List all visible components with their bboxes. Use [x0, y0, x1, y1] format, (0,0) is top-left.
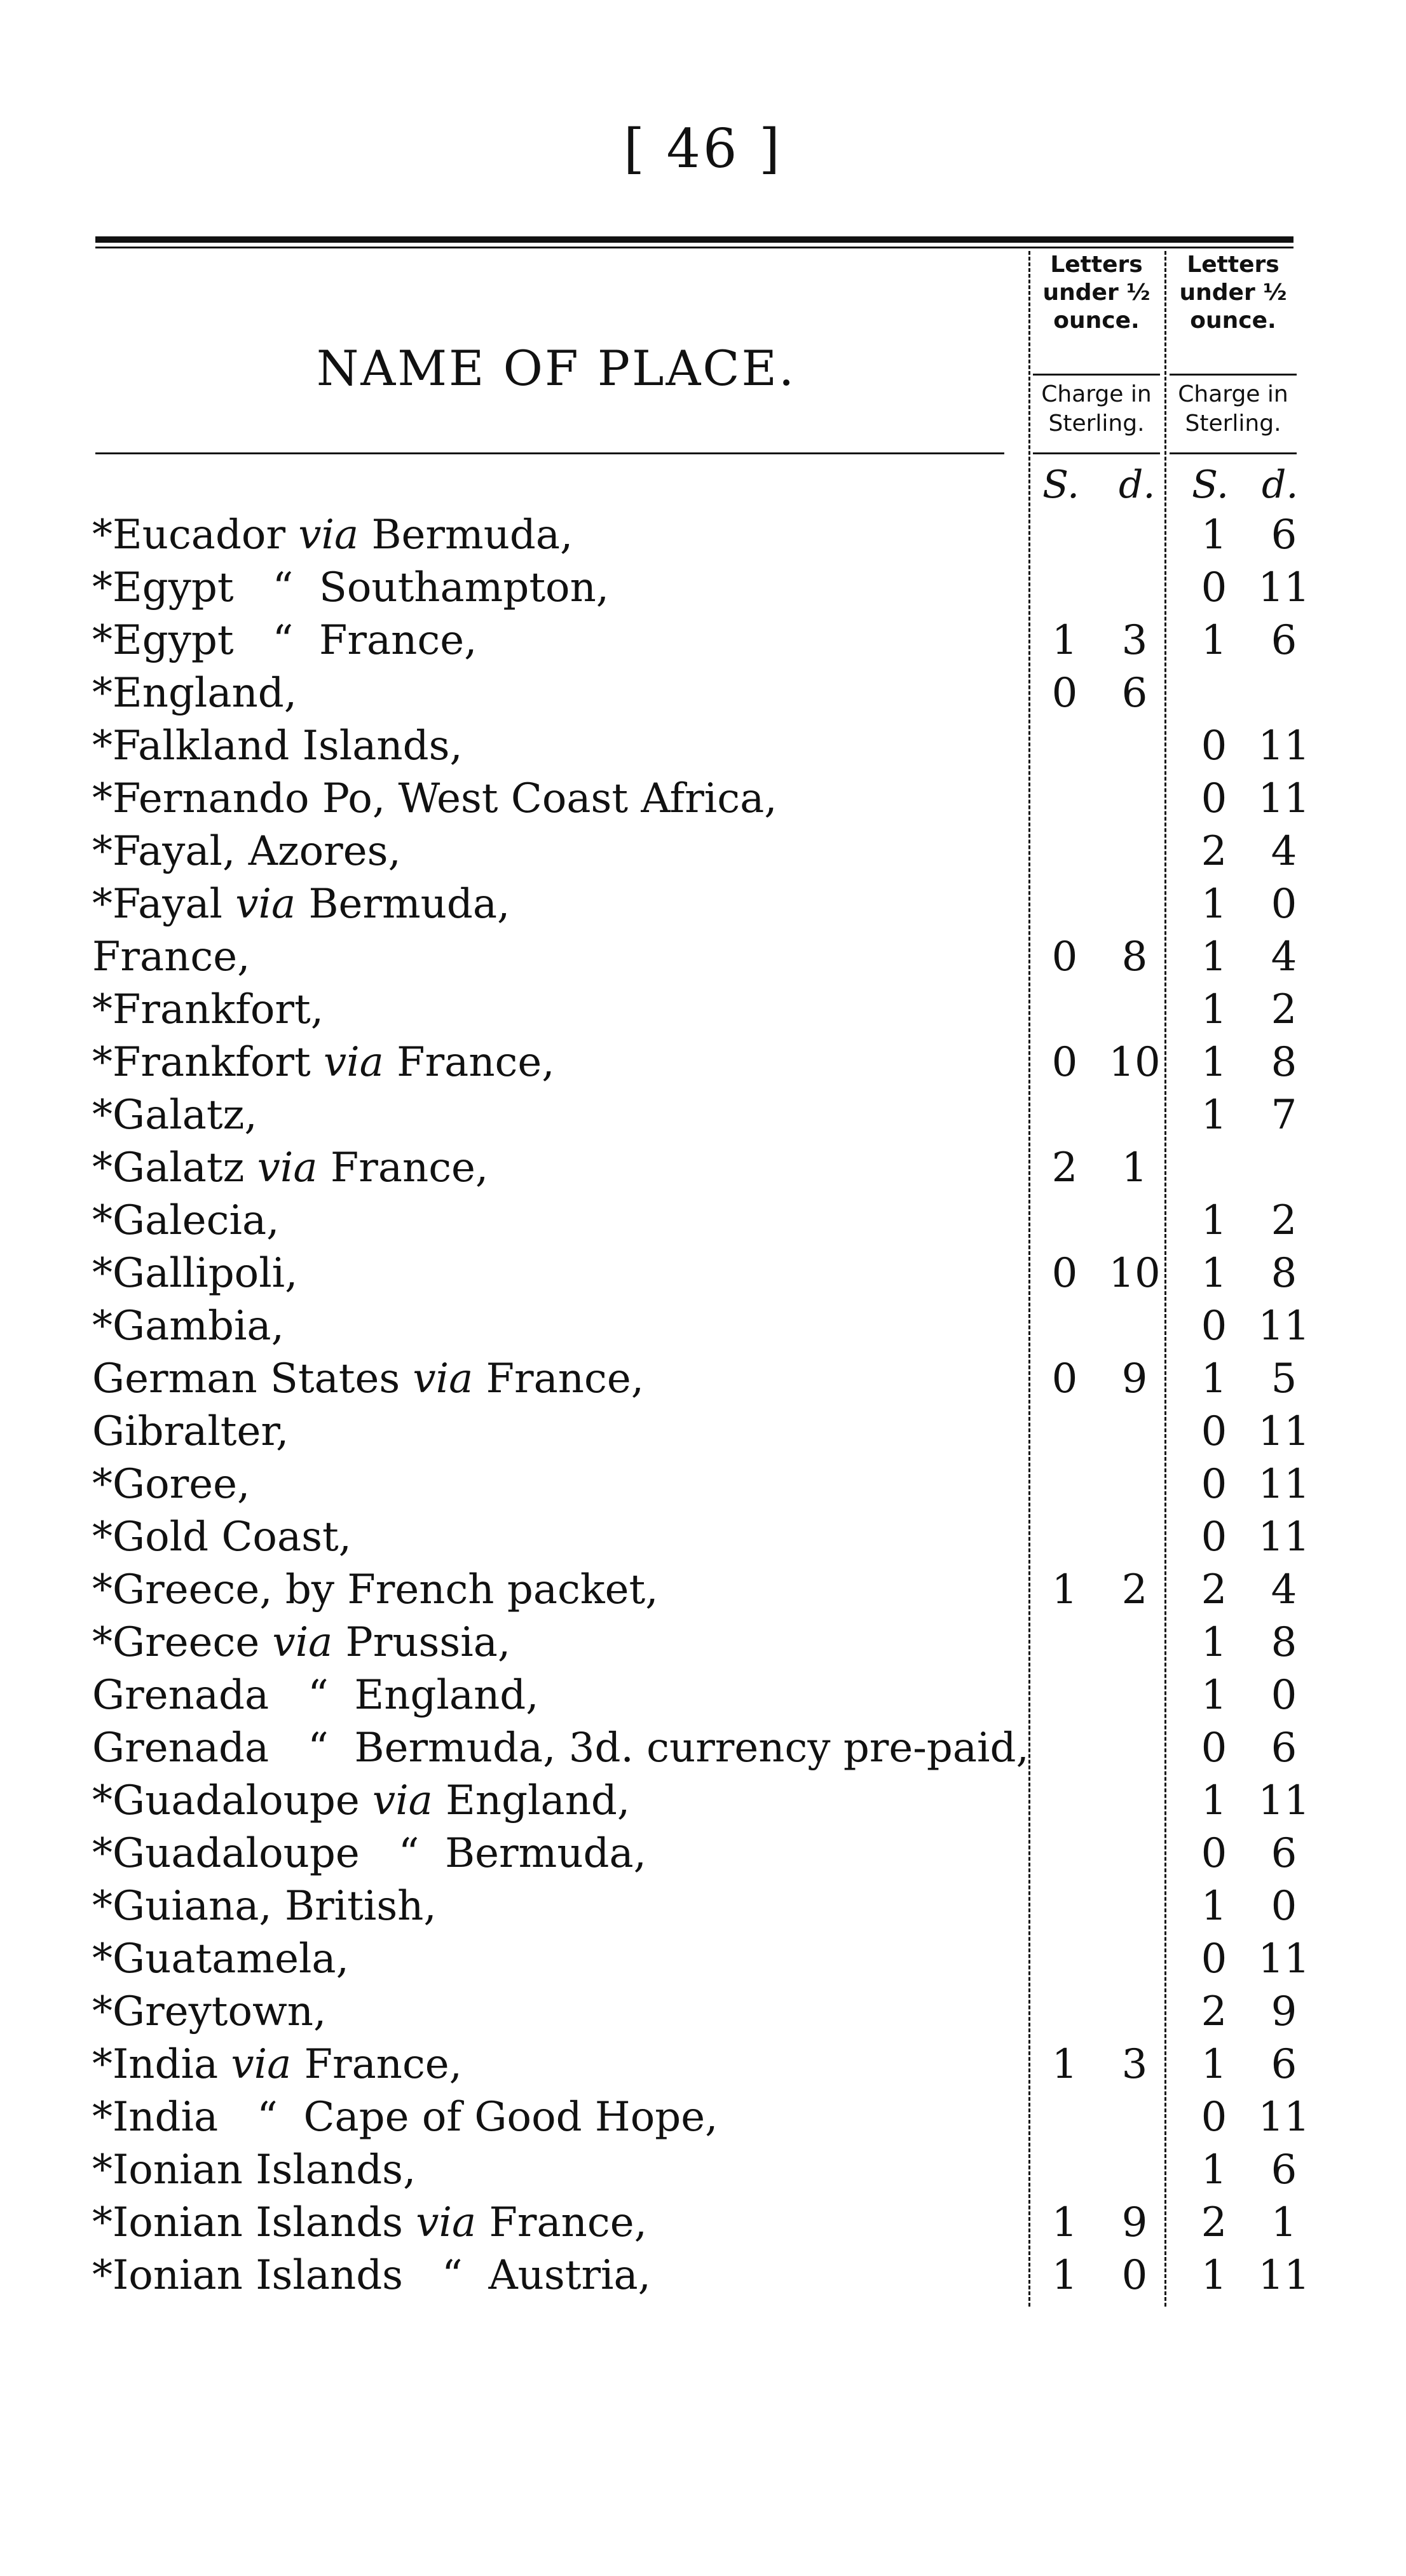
rate-c2d: 6: [1271, 1830, 1297, 1877]
place-name: [92, 2094, 718, 2141]
place-name: [92, 1303, 284, 1350]
place-name: [92, 512, 573, 559]
place-name: [92, 986, 324, 1033]
table-row: [0, 670, 1406, 722]
place-name-main: *Gambia,: [92, 1303, 284, 1350]
rate-c1d: 0: [1121, 2252, 1148, 2299]
place-name-main: *Guadaloupe: [92, 1830, 360, 1877]
rate-c2d: 6: [1271, 617, 1297, 664]
place-name-route: “ England,: [282, 1672, 539, 1719]
place-name-main: *Gold Coast,: [92, 1514, 352, 1561]
rate-c1d: 10: [1109, 1039, 1161, 1086]
place-name-route: France,: [476, 2199, 647, 2246]
table-row: [0, 828, 1406, 881]
rate-c2s: 1: [1201, 1619, 1227, 1666]
col1-sub2: Sterling.: [1048, 410, 1145, 437]
place-name-main: Gibralter,: [92, 1408, 289, 1455]
rate-c2s: 0: [1201, 1408, 1227, 1455]
table-row: [0, 881, 1406, 933]
place-name-main: *Ionian Islands,: [92, 2146, 416, 2193]
place-name-main: *Guiana, British,: [92, 1883, 437, 1930]
table-row: [0, 1988, 1406, 2041]
place-name: [92, 1144, 488, 1191]
place-name-main: *Greytown,: [92, 1988, 327, 2035]
rate-c2d: 11: [1258, 1514, 1310, 1561]
place-name-main: *Falkland Islands,: [92, 722, 463, 769]
rate-c2s: 1: [1201, 1250, 1227, 1297]
table-row: [0, 1144, 1406, 1197]
table-row: [0, 1461, 1406, 1514]
place-name: [92, 1461, 250, 1508]
rate-c2s: 0: [1201, 1303, 1227, 1350]
table-row: [0, 1408, 1406, 1461]
table-row: [0, 1092, 1406, 1144]
place-name-route: Prussia,: [332, 1619, 511, 1666]
table-row: [0, 2146, 1406, 2199]
table-row: [0, 1883, 1406, 1935]
rate-c2s: 1: [1201, 617, 1227, 664]
rate-c2d: 2: [1271, 986, 1297, 1033]
place-name-main: *Guadaloupe: [92, 1777, 360, 1824]
place-name-route: England,: [432, 1777, 631, 1824]
rate-c2s: 2: [1201, 828, 1227, 875]
rate-c1s: 0: [1051, 1355, 1078, 1402]
rate-c2d: 0: [1271, 881, 1297, 928]
rate-c2d: 8: [1271, 1250, 1297, 1297]
rate-c1d: 10: [1109, 1250, 1161, 1297]
place-name-route: “ Austria,: [416, 2252, 651, 2299]
place-name: [92, 1039, 555, 1086]
rate-c1s: 1: [1051, 1566, 1078, 1613]
rate-c2d: 9: [1271, 1988, 1297, 2035]
place-name-main: *Goree,: [92, 1461, 250, 1508]
place-name-main: *Eucador: [92, 512, 286, 559]
rate-c2s: 1: [1201, 2041, 1227, 2088]
rate-c1d: 9: [1121, 2199, 1148, 2246]
place-name-via: via: [257, 1144, 318, 1191]
rate-c2d: 11: [1258, 1408, 1310, 1455]
rate-c2d: 8: [1271, 1039, 1297, 1086]
place-name-main: *Galatz: [92, 1144, 245, 1191]
table-row: [0, 1039, 1406, 1092]
col2-sub1: Charge in: [1178, 381, 1288, 407]
table-row: [0, 2199, 1406, 2252]
place-name-main: *Fernando Po, West Coast Africa,: [92, 775, 777, 822]
place-name-main: *India: [92, 2041, 219, 2088]
place-name-via: via: [235, 881, 296, 928]
place-name-route: “ Cape of Good Hope,: [231, 2094, 718, 2141]
rate-c2d: 6: [1271, 512, 1297, 559]
rate-c2s: 0: [1201, 1830, 1227, 1877]
col2-line2: under ½: [1179, 280, 1287, 306]
column-subheader-1: [1030, 380, 1163, 438]
col1-line2: under ½: [1042, 280, 1150, 306]
place-name-route: France,: [383, 1039, 555, 1086]
table-row: [0, 2094, 1406, 2146]
rate-c2d: 0: [1271, 1672, 1297, 1719]
rate-c2s: 2: [1201, 1988, 1227, 2035]
table-row: [0, 1830, 1406, 1883]
col1-sub1: Charge in: [1041, 381, 1152, 407]
unit-pence-col1: d.: [1119, 463, 1156, 507]
rate-c1d: 6: [1121, 670, 1148, 717]
header-divider-col2: [1170, 374, 1297, 376]
place-name: [92, 1197, 279, 1244]
place-name: [92, 2252, 651, 2299]
place-name-main: *Egypt: [92, 564, 234, 611]
col2-line3: ounce.: [1190, 308, 1276, 334]
place-name-main: *Greece, by French packet,: [92, 1566, 659, 1613]
rate-c2s: 1: [1201, 1777, 1227, 1824]
top-rule: [95, 236, 1293, 243]
rate-c2s: 0: [1201, 722, 1227, 769]
name-header-underline: [95, 452, 1004, 454]
place-name: [92, 775, 777, 822]
rate-c1d: 2: [1121, 1566, 1148, 1613]
rate-c2d: 11: [1258, 775, 1310, 822]
table-row: [0, 1566, 1406, 1619]
place-name-via: via: [416, 2199, 477, 2246]
rate-c2s: 1: [1201, 1883, 1227, 1930]
place-name: [92, 670, 297, 717]
rate-c1s: 1: [1051, 2199, 1078, 2246]
place-name: [92, 1672, 539, 1719]
place-name-route: France,: [291, 2041, 462, 2088]
table-row: [0, 1725, 1406, 1777]
rate-c2s: 1: [1201, 1092, 1227, 1139]
rate-c2d: 5: [1271, 1355, 1297, 1402]
rate-c2s: 1: [1201, 1355, 1227, 1402]
name-of-place-header: NAME OF PLACE.: [316, 340, 796, 397]
col1-line1: Letters: [1050, 252, 1143, 278]
rate-c2d: 1: [1271, 2199, 1297, 2246]
place-name-main: *England,: [92, 670, 297, 717]
place-name-route: France,: [473, 1355, 645, 1402]
rate-c2s: 1: [1201, 933, 1227, 980]
place-name-route: “ France,: [246, 617, 477, 664]
rate-c2d: 11: [1258, 722, 1310, 769]
rate-c2s: 0: [1201, 1935, 1227, 1983]
place-name-main: *Frankfort,: [92, 986, 324, 1033]
table-row: [0, 1935, 1406, 1988]
place-name: [92, 2041, 462, 2088]
rate-c2s: 0: [1201, 2094, 1227, 2141]
rate-c1d: 9: [1121, 1355, 1148, 1402]
place-name-main: *Guatamela,: [92, 1935, 349, 1983]
table-row: [0, 564, 1406, 617]
place-name-main: *Ionian Islands: [92, 2252, 403, 2299]
rate-c1s: 2: [1051, 1144, 1078, 1191]
place-name: [92, 1355, 644, 1402]
place-name: [92, 1777, 630, 1824]
place-name-via: via: [272, 1619, 333, 1666]
place-name-main: Grenada: [92, 1672, 270, 1719]
rate-c2d: 11: [1258, 2094, 1310, 2141]
rate-c2d: 11: [1258, 1303, 1310, 1350]
rate-c1s: 0: [1051, 1250, 1078, 1297]
rate-c2s: 0: [1201, 564, 1227, 611]
rate-c2d: 11: [1258, 1777, 1310, 1824]
place-name: [92, 828, 401, 875]
rate-c1s: 1: [1051, 2252, 1078, 2299]
rate-c2d: 0: [1271, 1883, 1297, 1930]
place-name-via: via: [298, 512, 359, 559]
rate-c2d: 7: [1271, 1092, 1297, 1139]
col2-sub2: Sterling.: [1185, 410, 1281, 437]
place-name: [92, 1092, 257, 1139]
rate-c2s: 0: [1201, 1461, 1227, 1508]
place-name-main: Grenada: [92, 1725, 270, 1772]
table-row: [0, 1514, 1406, 1566]
place-name-main: *Ionian Islands: [92, 2199, 403, 2246]
place-name: [92, 881, 510, 928]
table-row: [0, 775, 1406, 828]
column-subheader-2: [1166, 380, 1300, 438]
place-name: [92, 1725, 1029, 1772]
place-name: [92, 2146, 416, 2193]
header-divider-col1: [1033, 374, 1160, 376]
table-row: [0, 1777, 1406, 1830]
units-underline-col1: [1033, 452, 1160, 454]
place-name-via: via: [231, 2041, 292, 2088]
rate-c2d: 6: [1271, 1725, 1297, 1772]
rate-c2d: 6: [1271, 2146, 1297, 2193]
rate-c2s: 1: [1201, 512, 1227, 559]
rate-c2d: 4: [1271, 828, 1297, 875]
place-name-main: *Gallipoli,: [92, 1250, 298, 1297]
rate-c1d: 1: [1121, 1144, 1148, 1191]
unit-shillings-col1: S.: [1042, 463, 1080, 507]
rate-c2d: 2: [1271, 1197, 1297, 1244]
rate-c2s: 0: [1201, 1514, 1227, 1561]
table-row: [0, 2041, 1406, 2094]
rate-c1d: 3: [1121, 617, 1148, 664]
rate-c1s: 1: [1051, 617, 1078, 664]
place-name-main: *Galecia,: [92, 1197, 280, 1244]
table-row: [0, 512, 1406, 564]
rate-c1s: 1: [1051, 2041, 1078, 2088]
top-rule-thin: [95, 247, 1293, 248]
place-name-via: via: [372, 1777, 433, 1824]
rate-c2d: 11: [1258, 1461, 1310, 1508]
rate-c2s: 0: [1201, 775, 1227, 822]
col1-line3: ounce.: [1053, 308, 1140, 334]
place-name-route: “ Bermuda,: [372, 1830, 646, 1877]
rate-c1s: 0: [1051, 933, 1078, 980]
place-name-main: German States: [92, 1355, 400, 1402]
rate-c2s: 2: [1201, 1566, 1227, 1613]
table-row: [0, 2252, 1406, 2305]
table-row: [0, 722, 1406, 775]
place-name-route: France,: [317, 1144, 489, 1191]
place-name: [92, 722, 463, 769]
place-name-route: “ Bermuda, 3d. currency pre-paid,: [282, 1725, 1029, 1772]
place-name-main: *Fayal: [92, 881, 222, 928]
place-name-main: *Greece: [92, 1619, 260, 1666]
place-name-via: via: [324, 1039, 384, 1086]
unit-shillings-col2: S.: [1192, 463, 1229, 507]
place-name-main: France,: [92, 933, 250, 980]
column-header-1: [1033, 251, 1160, 335]
rate-c1d: 3: [1121, 2041, 1148, 2088]
page-number: [ 46 ]: [624, 118, 782, 180]
place-name: [92, 617, 477, 664]
table-row: [0, 1619, 1406, 1672]
rate-c2s: 1: [1201, 1039, 1227, 1086]
col2-line1: Letters: [1187, 252, 1280, 278]
rate-c2d: 8: [1271, 1619, 1297, 1666]
place-name: [92, 1514, 352, 1561]
table-row: [0, 1355, 1406, 1408]
rate-c2d: 11: [1258, 2252, 1310, 2299]
place-name-main: *Frankfort: [92, 1039, 311, 1086]
rate-c1s: 0: [1051, 1039, 1078, 1086]
table-row: [0, 933, 1406, 986]
place-name-main: *Fayal, Azores,: [92, 828, 401, 875]
units-underline-col2: [1170, 452, 1297, 454]
rate-c1s: 0: [1051, 670, 1078, 717]
place-name: [92, 1883, 437, 1930]
table-row: [0, 1672, 1406, 1725]
rate-c2d: 4: [1271, 933, 1297, 980]
place-name-main: *India: [92, 2094, 219, 2141]
place-name: [92, 1988, 326, 2035]
rate-c2d: 11: [1258, 564, 1310, 611]
place-name: [92, 1935, 349, 1983]
place-name-route: “ Southampton,: [246, 564, 610, 611]
place-name: [92, 1619, 510, 1666]
place-name: [92, 1408, 289, 1455]
place-name-via: via: [413, 1355, 474, 1402]
place-name-route: Bermuda,: [296, 881, 510, 928]
rate-c2s: 1: [1201, 881, 1227, 928]
place-name: [92, 1566, 659, 1613]
rate-c1d: 8: [1121, 933, 1148, 980]
place-name: [92, 1830, 646, 1877]
table-row: [0, 1197, 1406, 1250]
rate-c2s: 1: [1201, 1197, 1227, 1244]
table-row: [0, 1303, 1406, 1355]
column-header-2: [1170, 251, 1297, 335]
rate-c2s: 0: [1201, 1725, 1227, 1772]
place-name-main: *Galatz,: [92, 1092, 257, 1139]
place-name: [92, 564, 609, 611]
rate-c2s: 1: [1201, 2252, 1227, 2299]
table-row: [0, 1250, 1406, 1303]
table-row: [0, 986, 1406, 1039]
rate-c2s: 1: [1201, 2146, 1227, 2193]
rate-c2d: 6: [1271, 2041, 1297, 2088]
place-name: [92, 1250, 297, 1297]
table-row: [0, 617, 1406, 670]
place-name: [92, 933, 250, 980]
rate-c2s: 1: [1201, 1672, 1227, 1719]
rate-c2d: 11: [1258, 1935, 1310, 1983]
rate-c2s: 1: [1201, 986, 1227, 1033]
rate-c2s: 2: [1201, 2199, 1227, 2246]
place-name: [92, 2199, 647, 2246]
place-name-main: *Egypt: [92, 617, 234, 664]
place-name-route: Bermuda,: [358, 512, 573, 559]
rate-c2d: 4: [1271, 1566, 1297, 1613]
unit-pence-col2: d.: [1262, 463, 1299, 507]
